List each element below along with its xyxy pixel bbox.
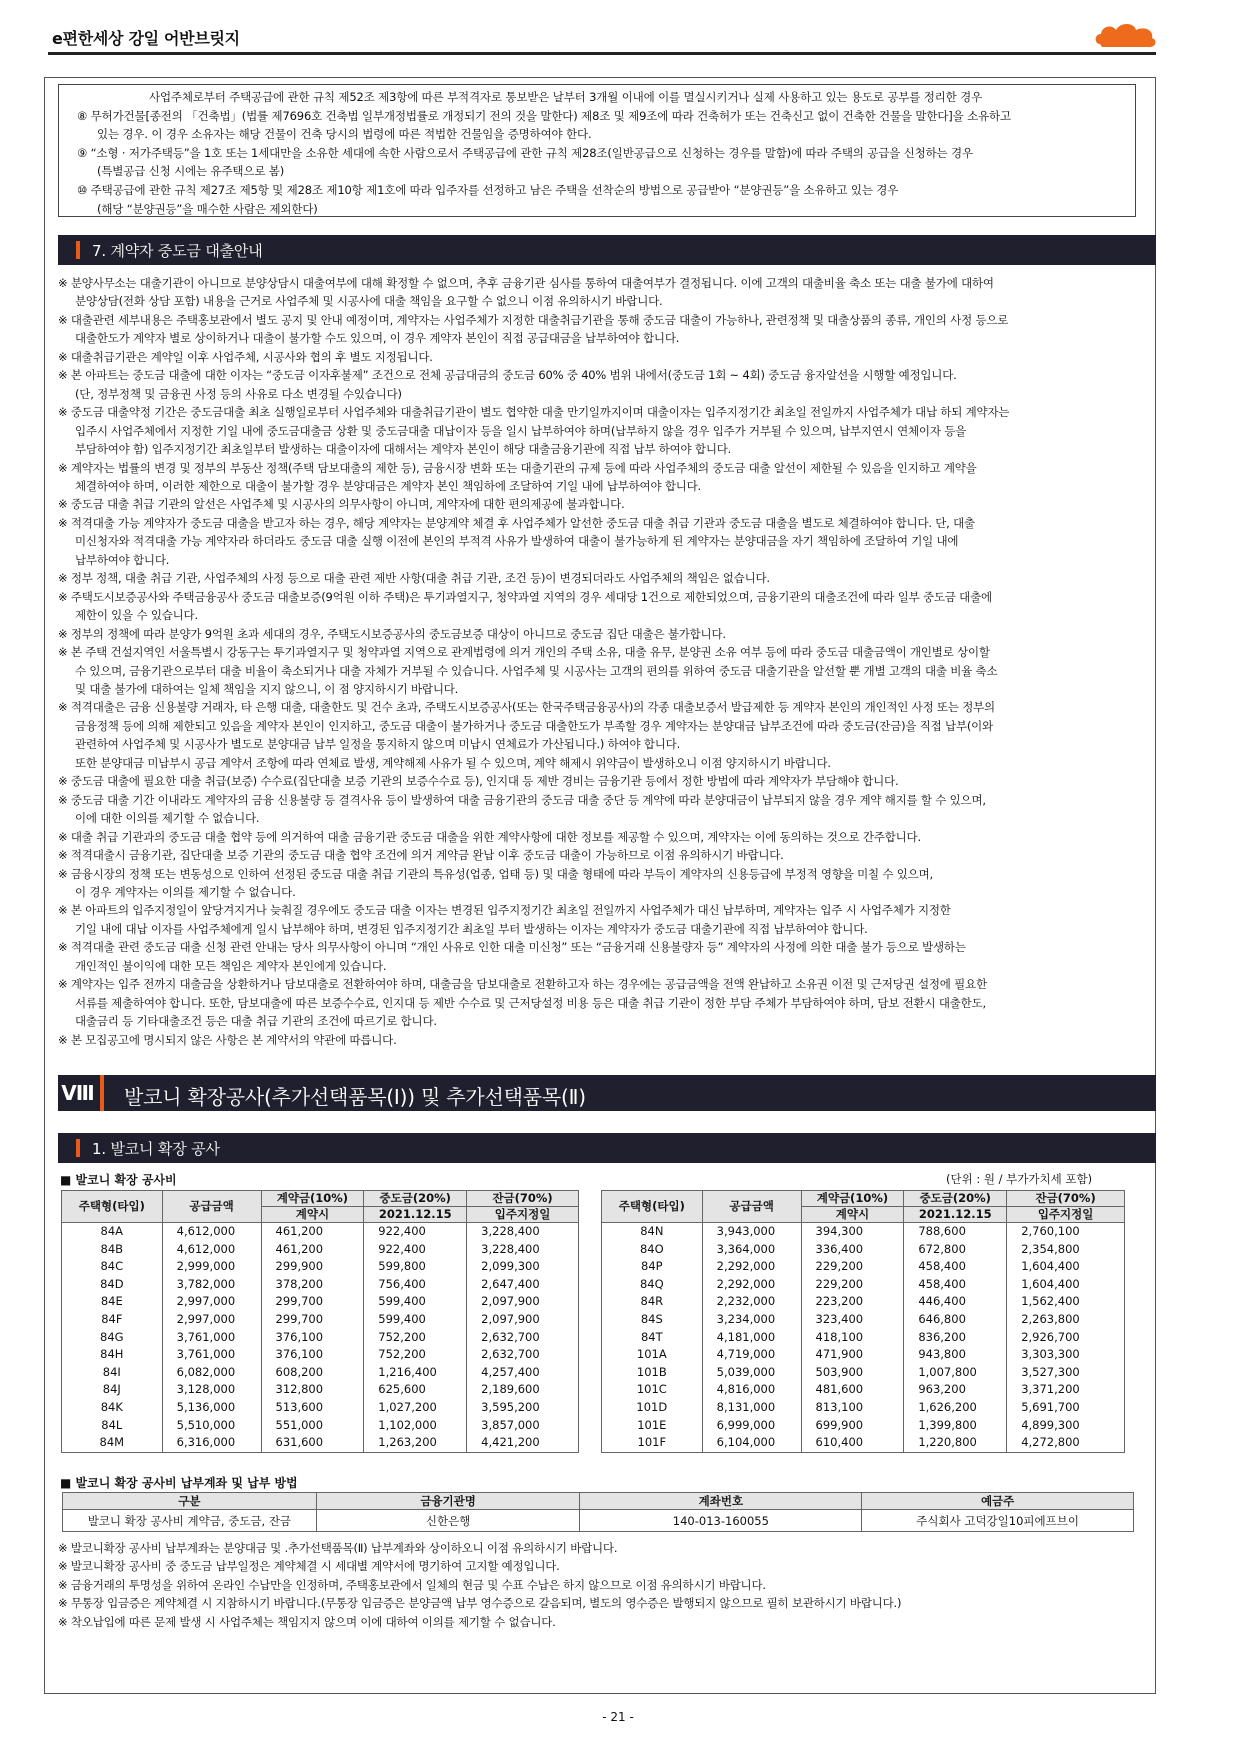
page-number: - 21 - — [602, 1710, 634, 1724]
acct-col-holder: 예금주 — [862, 1493, 1134, 1510]
payment-note-line: ※ 무통장 입금증은 계약체결 시 지참하시기 바랍니다.(무통장 입금증은 분양금액 납부 영수증으로 갈음되며, 별도의 영수증은 발행되지 않으므로 필히 보관하시기 바랍니다.) — [58, 1596, 902, 1611]
amount-cell: 1,216,400 — [364, 1364, 467, 1382]
loan-note-line: ※ 주택도시보증공사와 주택금융공사 중도금 대출보증(9억원 이하 주택)은 투기과열지구, 청약과열 지역의 경우 세대당 1건으로 제한되었으며, 금융기관의 대출조건에 따라 일부 중도금 대출에 — [58, 589, 992, 604]
amount-cell: 3,364,000 — [702, 1241, 801, 1259]
unit-type-cell: 84E — [62, 1293, 163, 1311]
loan-note-line: 이 경우 계약자는 이의를 제기할 수 없습니다. — [75, 884, 296, 899]
balcony-cost-table-left — [61, 1190, 579, 1453]
acct-number: 140-013-160055 — [580, 1510, 862, 1532]
loan-note-line: ※ 중도금 대출에 필요한 대출 취급(보증) 수수료(집단대출 보증 기관의 보증수수료 등), 인지대 등 제반 경비는 금융기관 등에서 정한 방법에 따라 계약자가 부담해야 합니다. — [58, 774, 899, 789]
ineligibility-note-box — [58, 84, 1136, 217]
amount-cell: 5,039,000 — [702, 1364, 801, 1382]
amount-cell: 699,900 — [801, 1417, 904, 1435]
loan-note-line: 기일 내에 대납 이자를 사업주체에게 일시 납부해야 하며, 변경된 입주지정기간 최초일 부터 발생하는 이자는 계약자가 중도금 대출기관에 직접 납부하여야 합니다. — [75, 921, 868, 936]
unit-type-cell: 84N — [602, 1223, 703, 1241]
amount-cell: 3,228,400 — [467, 1223, 579, 1241]
unit-type-cell: 84Q — [602, 1276, 703, 1294]
amount-cell: 963,200 — [904, 1381, 1007, 1399]
amount-cell: 672,800 — [904, 1241, 1007, 1259]
acct-col-account-number: 계좌번호 — [580, 1493, 862, 1510]
col-mid-sub: 2021.12.15 — [904, 1207, 1007, 1223]
amount-cell: 5,691,700 — [1007, 1399, 1125, 1417]
amount-cell: 6,999,000 — [702, 1417, 801, 1435]
loan-note-line: ※ 적격대출 관련 중도금 대출 신청 관련 안내는 당사 의무사항이 아니며 “개인 사유로 인한 대출 미신청” 또는 “금융거래 신용불량자 등” 계약자의 사정에 의한 대출 불가 등으로 발생하는 — [58, 940, 966, 955]
loan-note-line: 또한 분양대금 미납부시 공급 계약서 조항에 따라 연체료 발생, 계약해제 사유가 될 수 있으며, 계약 해제시 위약금이 발생하오니 이점 양지하시기 바랍니다. — [75, 755, 831, 770]
payment-note-line: ※ 발코니확장 공사비 중 중도금 납부일정은 계약체결 시 세대별 계약서에 명기하여 고지할 예정입니다. — [58, 1559, 560, 1574]
amount-cell: 1,562,400 — [1007, 1293, 1125, 1311]
amount-cell: 5,510,000 — [162, 1417, 261, 1435]
chapter-8-header — [58, 1075, 1156, 1111]
note-line: ⑧ 무허가건물[종전의 「건축법」(법률 제7696호 건축법 일부개정법률로 개정되기 전의 것을 말한다) 제8조 및 제9조에 따라 건축허가 또는 건축신고 없이 건축한 건물을 말한다]을 소유하고 — [77, 108, 1011, 123]
col-balance: 잔금(70%) — [1007, 1191, 1125, 1207]
loan-note-line: ※ 정부의 정책에 따라 분양가 9억원 초과 세대의 경우, 주택도시보증공사의 중도금보증 대상이 아니므로 중도금 집단 대출은 불가합니다. — [58, 626, 726, 641]
loan-note-line: 서류를 제출하여야 합니다. 또한, 담보대출에 따른 보증수수료, 인지대 등 제반 수수료 및 근저당설정 비용 등은 대출 취급 기관이 정한 부담 주체가 부담하여야 하며, 담보 전환시 대출한도, — [75, 995, 986, 1010]
amount-cell: 299,900 — [261, 1258, 364, 1276]
amount-cell: 625,600 — [364, 1381, 467, 1399]
acct-col-bank: 금융기관명 — [316, 1493, 580, 1510]
table-row — [602, 1399, 1125, 1417]
table-row — [62, 1241, 579, 1259]
amount-cell: 2,999,000 — [162, 1258, 261, 1276]
table-row — [62, 1434, 579, 1452]
loan-note-line: ※ 대출취급기관은 계약일 이후 사업주체, 시공사와 협의 후 별도 지정됩니다. — [58, 349, 433, 364]
unit-type-cell: 101F — [602, 1434, 703, 1452]
table-row — [602, 1311, 1125, 1329]
amount-cell: 458,400 — [904, 1276, 1007, 1294]
brand-title: e편한세상 강일 어반브릿지 — [52, 29, 240, 48]
amount-cell: 3,228,400 — [467, 1241, 579, 1259]
note-line: (특별공급 신청 시에는 유주택으로 봄) — [97, 164, 285, 179]
unit-type-cell: 84K — [62, 1399, 163, 1417]
amount-cell: 1,027,200 — [364, 1399, 467, 1417]
amount-cell: 3,857,000 — [467, 1417, 579, 1435]
amount-cell: 4,257,400 — [467, 1364, 579, 1382]
amount-cell: 6,316,000 — [162, 1434, 261, 1452]
unit-type-cell: 101A — [602, 1346, 703, 1364]
col-deposit: 계약금(10%) — [261, 1191, 364, 1207]
amount-cell: 1,007,800 — [904, 1364, 1007, 1382]
loan-note-line: ※ 본 모집공고에 명시되지 않은 사항은 본 계약서의 약관에 따릅니다. — [58, 1032, 397, 1047]
amount-cell: 646,800 — [904, 1311, 1007, 1329]
unit-type-cell: 84R — [602, 1293, 703, 1311]
loan-note-line: 대출금리 등 기타대출조건 등은 대출 취급 기관의 조건에 따르기로 합니다. — [75, 1014, 437, 1029]
amount-cell: 481,600 — [801, 1381, 904, 1399]
table-row — [602, 1329, 1125, 1347]
amount-cell: 2,099,300 — [467, 1258, 579, 1276]
amount-cell: 3,595,200 — [467, 1399, 579, 1417]
amount-cell: 2,232,000 — [702, 1293, 801, 1311]
col-type: 주택형(타입) — [62, 1191, 163, 1223]
amount-cell: 418,100 — [801, 1329, 904, 1347]
loan-note-line: ※ 대출관련 세부내용은 주택홍보관에서 별도 공지 및 안내 예정이며, 계약자는 사업주체가 지정한 대출취급기관을 통해 중도금 대출이 가능하나, 관련정책 및 대출상품의 종류, 개인의 사정 등으로 — [58, 312, 1009, 327]
amount-cell: 599,400 — [364, 1293, 467, 1311]
amount-cell: 299,700 — [261, 1311, 364, 1329]
amount-cell: 4,181,000 — [702, 1329, 801, 1347]
unit-type-cell: 84S — [602, 1311, 703, 1329]
amount-cell: 2,097,900 — [467, 1311, 579, 1329]
amount-cell: 1,604,400 — [1007, 1258, 1125, 1276]
amount-cell: 446,400 — [904, 1293, 1007, 1311]
loan-note-line: 금융정책 등에 의해 제한되고 있음을 계약자 본인이 인지하고, 중도금 대출이 불가하거나 중도금 대출한도가 부족할 경우 계약자는 분양대금 납부조건에 따라 중도금(잔금)을 직접 납부(이와 — [75, 718, 993, 733]
amount-cell: 813,100 — [801, 1399, 904, 1417]
note-line: ⑩ 주택공급에 관한 규칙 제27조 제5항 및 제28조 제10항 제1호에 따라 입주자를 선정하고 남은 주택을 선착순의 방법으로 공급받아 “분양권등”을 소유하고 있는 경우 — [77, 182, 899, 197]
note-line: (해당 “분양권등”을 매수한 사람은 제외한다) — [97, 201, 318, 216]
amount-cell: 2,292,000 — [702, 1276, 801, 1294]
amount-cell: 461,200 — [261, 1241, 364, 1259]
amount-cell: 4,899,300 — [1007, 1417, 1125, 1435]
acct-category: 발코니 확장 공사비 계약금, 중도금, 잔금 — [63, 1510, 317, 1532]
loan-note-line: 관련하여 사업주체 및 시공사가 별도로 분양대금 납부 일정을 통지하지 않으며 미납시 연체료가 가산됩니다.) 하여야 합니다. — [75, 737, 681, 752]
account-table-heading: ■ 발코니 확장 공사비 납부계좌 및 납부 방법 — [60, 1476, 298, 1490]
amount-cell: 378,200 — [261, 1276, 364, 1294]
amount-cell: 458,400 — [904, 1258, 1007, 1276]
loan-note-line: ※ 중도금 대출 취급 기관의 알선은 사업주체 및 시공사의 의무사항이 아니며, 계약자에 대한 편의제공에 불과합니다. — [58, 497, 625, 512]
loan-note-line: ※ 중도금 대출약정 기간은 중도금대출 최초 실행일로부터 사업주체와 대출취급기관이 별도 협약한 대출 만기일까지이며 대출이자는 입주지정기간 최초일 전일까지 사업주체가 대납 하되 계약자는 — [58, 405, 1010, 420]
table-row — [62, 1293, 579, 1311]
amount-cell: 1,399,800 — [904, 1417, 1007, 1435]
amount-cell: 4,612,000 — [162, 1223, 261, 1241]
unit-type-cell: 84C — [62, 1258, 163, 1276]
unit-type-cell: 101C — [602, 1381, 703, 1399]
note-line: ⑨ “소형 · 저가주택등”을 1호 또는 1세대만을 소유한 세대에 속한 사람으로서 주택공급에 관한 규칙 제28조(일반공급으로 신청하는 경우를 말함)에 따라 주택의 공급을 신청하는 경우 — [77, 145, 973, 160]
table-row — [602, 1241, 1125, 1259]
amount-cell: 471,900 — [801, 1346, 904, 1364]
unit-type-cell: 84L — [62, 1417, 163, 1435]
unit-type-cell: 101D — [602, 1399, 703, 1417]
amount-cell: 6,104,000 — [702, 1434, 801, 1452]
amount-cell: 2,997,000 — [162, 1311, 261, 1329]
loan-note-line: ※ 금융시장의 정책 또는 변동성으로 인하여 선정된 중도금 대출 취급 기관의 특유성(업종, 업태 등) 및 대출 형태에 따라 부득이 계약자의 신용등급에 부정적 영향을 미칠 수 있으며, — [58, 866, 933, 881]
col-type: 주택형(타입) — [602, 1191, 703, 1223]
amount-cell: 756,400 — [364, 1276, 467, 1294]
loan-note-line: 수 있으며, 금융기관으로부터 대출 비율이 축소되거나 대출 자체가 거부될 수 있습니다. 사업주체 및 시공사는 고객의 편의를 위하여 중도금 대출기관을 알선할 뿐 개별 고객의 대출 비율 축소 — [75, 663, 998, 678]
amount-cell: 922,400 — [364, 1223, 467, 1241]
amount-cell: 323,400 — [801, 1311, 904, 1329]
unit-type-cell: 101B — [602, 1364, 703, 1382]
amount-cell: 922,400 — [364, 1241, 467, 1259]
col-supply: 공급금액 — [162, 1191, 261, 1223]
amount-cell: 336,400 — [801, 1241, 904, 1259]
col-deposit-sub: 계약시 — [261, 1207, 364, 1223]
table-row — [62, 1399, 579, 1417]
chapter-separator — [100, 1075, 104, 1111]
section-marker — [76, 1139, 80, 1157]
loan-note-line: 입주시 사업주체에서 지정한 기일 내에 중도금대출금 상환 및 중도금대출 대납이자 등을 일시 납부하여야 하며(납부하지 않을 경우 입주가 거부될 수 있으며, 납부지연시 연체이자 등을 — [75, 423, 967, 438]
col-balance-sub: 입주지정일 — [467, 1207, 579, 1223]
amount-cell: 376,100 — [261, 1346, 364, 1364]
amount-cell: 3,761,000 — [162, 1346, 261, 1364]
amount-cell: 631,600 — [261, 1434, 364, 1452]
unit-type-cell: 84O — [602, 1241, 703, 1259]
col-deposit-sub: 계약시 — [801, 1207, 904, 1223]
loan-note-line: ※ 본 주택 건설지역인 서울특별시 강동구는 투기과열지구 및 청약과열 지역으로 관계법령에 의거 개인의 주택 소유, 대출 유무, 분양권 소유 여부 등에 따라 중도금 대출금액이 개인별로 상이할 — [58, 645, 990, 660]
unit-type-cell: 84P — [602, 1258, 703, 1276]
note-line: 있는 경우. 이 경우 소유자는 해당 건물이 건축 당시의 법령에 따른 적법한 건물임을 증명하여야 한다. — [97, 127, 592, 142]
note-line: 사업주체로부터 주택공급에 관한 규칙 제52조 제3항에 따른 부적격자로 통보받은 날부터 3개월 이내에 이를 멸실시키거나 실제 사용하고 있는 용도로 공부를 정리한 경우 — [149, 90, 983, 104]
amount-cell: 608,200 — [261, 1364, 364, 1382]
loan-note-line: ※ 분양사무소는 대출기관이 아니므로 분양상담시 대출여부에 대해 확정할 수 없으며, 추후 금융기관 심사를 통하여 대출여부가 결정됩니다. 이에 고객의 대출비율 축소 또는 대출 불가에 대하여 — [58, 276, 994, 290]
acct-col-category: 구분 — [63, 1493, 317, 1510]
amount-cell: 2,997,000 — [162, 1293, 261, 1311]
amount-cell: 599,800 — [364, 1258, 467, 1276]
amount-cell: 3,761,000 — [162, 1329, 261, 1347]
table-row — [602, 1293, 1125, 1311]
cost-table-heading: ■ 발코니 확장 공사비 — [60, 1173, 177, 1187]
table-row — [602, 1381, 1125, 1399]
table-row — [602, 1364, 1125, 1382]
amount-cell: 3,303,300 — [1007, 1346, 1125, 1364]
section-7-title: 7. 계약자 중도금 대출안내 — [92, 242, 263, 260]
loan-note-line: 분양상담(전화 상담 포함) 내용을 근거로 사업주체 및 시공사에 대출 책임을 요구할 수 없으니 이점 유의하시기 바랍니다. — [75, 294, 663, 309]
loan-note-line: ※ 정부 정책, 대출 취급 기관, 사업주체의 사정 등으로 대출 관련 제반 사항(대출 취급 기관, 조건 등)이 변경되더라도 사업주체의 책임은 없습니다. — [58, 571, 770, 586]
loan-note-line: (단, 정부정책 및 금융권 사정 등의 사유로 다소 변경될 수있습니다) — [75, 386, 402, 401]
loan-note-line: ※ 적격대출은 금융 신용불량 거래자, 타 은행 대출, 대출한도 및 건수 초과, 주택도시보증공사(또는 한국주택금융공사)의 각종 대출보증서 발급제한 등 계약자 본인의 개인적인 사정 또는 정부의 — [58, 700, 995, 715]
table-row — [62, 1329, 579, 1347]
payment-note-line: ※ 발코니확장 공사비 납부계좌는 분양대금 및 .추가선택품목(Ⅱ) 납부계좌와 상이하오니 이점 유의하시기 바랍니다. — [58, 1541, 618, 1555]
unit-type-cell: 84M — [62, 1434, 163, 1452]
col-balance-sub: 입주지정일 — [1007, 1207, 1125, 1223]
loan-note-line: ※ 계약자는 법률의 변경 및 정부의 부동산 정책(주택 담보대출의 제한 등), 금융시장 변화 또는 대출기관의 규제 등에 따라 사업주체의 중도금 대출 알선이 제한될 수 있음을 인지하고 계약을 — [58, 460, 977, 475]
chapter-number: Ⅷ — [61, 1081, 95, 1105]
unit-note: (단위 : 원 / 부가가치세 포함) — [946, 1172, 1093, 1186]
col-balance: 잔금(70%) — [467, 1191, 579, 1207]
section-marker — [76, 241, 80, 259]
amount-cell: 4,719,000 — [702, 1346, 801, 1364]
payment-account-table — [62, 1492, 1134, 1532]
table-row — [62, 1417, 579, 1435]
amount-cell: 6,082,000 — [162, 1364, 261, 1382]
amount-cell: 1,220,800 — [904, 1434, 1007, 1452]
col-supply: 공급금액 — [702, 1191, 801, 1223]
amount-cell: 2,097,900 — [467, 1293, 579, 1311]
loan-note-line: 부담하여야 함) 입주지정기간 최초일부터 발생하는 대출이자에 대해서는 계약자 본인이 해당 대출금융기관에 직접 납부 하여야 합니다. — [75, 442, 732, 457]
acct-holder: 주식회사 고덕강일10피에프브이 — [862, 1510, 1134, 1532]
amount-cell: 2,292,000 — [702, 1258, 801, 1276]
amount-cell: 1,263,200 — [364, 1434, 467, 1452]
table-row — [62, 1381, 579, 1399]
loan-notes — [58, 274, 1142, 1049]
amount-cell: 3,234,000 — [702, 1311, 801, 1329]
loan-note-line: 이에 대한 이의를 제기할 수 없습니다. — [75, 811, 260, 826]
amount-cell: 223,200 — [801, 1293, 904, 1311]
amount-cell: 3,527,300 — [1007, 1364, 1125, 1382]
loan-note-line: ※ 본 아파트는 중도금 대출에 대한 이자는 “중도금 이자후불제” 조건으로 전체 공급대금의 중도금 60% 중 40% 범위 내에서(중도금 1회 ~ 4회) 중도금 융자알선을 시행할 예정입니다. — [58, 368, 957, 383]
amount-cell: 3,128,000 — [162, 1381, 261, 1399]
amount-cell: 1,604,400 — [1007, 1276, 1125, 1294]
amount-cell: 4,421,200 — [467, 1434, 579, 1452]
amount-cell: 8,131,000 — [702, 1399, 801, 1417]
amount-cell: 513,600 — [261, 1399, 364, 1417]
loan-note-line: 제한이 있을 수 있습니다. — [75, 608, 198, 623]
amount-cell: 299,700 — [261, 1293, 364, 1311]
unit-type-cell: 84A — [62, 1223, 163, 1241]
section-8-1-header — [58, 1133, 1156, 1163]
loan-note-line: ※ 중도금 대출 기간 이내라도 계약자의 금융 신용불량 등 결격사유 등이 발생하여 대출 금융기관의 중도금 대출 중단 등 계약에 따라 분양대금이 납부되지 않을 경우 계약 해지를 할 수 있으며, — [58, 792, 986, 807]
header-rule — [48, 52, 1156, 55]
section-8-1-title: 1. 발코니 확장 공사 — [92, 1140, 220, 1158]
unit-type-cell: 101E — [602, 1417, 703, 1435]
table-row — [62, 1258, 579, 1276]
acct-bank: 신한은행 — [316, 1510, 580, 1532]
amount-cell: 4,612,000 — [162, 1241, 261, 1259]
col-mid: 중도금(20%) — [364, 1191, 467, 1207]
table-row — [602, 1346, 1125, 1364]
amount-cell: 752,200 — [364, 1329, 467, 1347]
amount-cell: 1,626,200 — [904, 1399, 1007, 1417]
page-header — [0, 0, 1236, 62]
table-row — [62, 1364, 579, 1382]
amount-cell: 229,200 — [801, 1258, 904, 1276]
table-row — [62, 1223, 579, 1241]
table-row — [62, 1276, 579, 1294]
amount-cell: 2,263,800 — [1007, 1311, 1125, 1329]
amount-cell: 788,600 — [904, 1223, 1007, 1241]
payment-notes — [58, 1539, 1142, 1631]
unit-type-cell: 84I — [62, 1364, 163, 1382]
payment-note-line: ※ 금융거래의 투명성을 위하여 온라인 수납만을 인정하며, 주택홍보관에서 일체의 현금 및 수표 수납은 하지 않으므로 이점 유의하시기 바랍니다. — [58, 1577, 766, 1592]
amount-cell: 229,200 — [801, 1276, 904, 1294]
loan-note-line: 체결하여야 하며, 이러한 제한으로 대출이 불가할 경우 분양대금은 계약자 본인 책임하에 조달하여 기일 내에 납부하여야 합니다. — [75, 478, 702, 493]
amount-cell: 3,371,200 — [1007, 1381, 1125, 1399]
unit-type-cell: 84H — [62, 1346, 163, 1364]
loan-note-line: 개인적인 불이익에 대한 모든 책임은 계약자 본인에게 있습니다. — [75, 958, 387, 973]
amount-cell: 2,354,800 — [1007, 1241, 1125, 1259]
amount-cell: 752,200 — [364, 1346, 467, 1364]
loan-note-line: 납부하여야 합니다. — [75, 552, 170, 567]
table-row — [602, 1223, 1125, 1241]
amount-cell: 2,760,100 — [1007, 1223, 1125, 1241]
payment-note-line: ※ 착오납입에 따른 문제 발생 시 사업주체는 책임지지 않으며 이에 대하여 이의를 제기할 수 없습니다. — [58, 1614, 556, 1629]
amount-cell: 5,136,000 — [162, 1399, 261, 1417]
loan-note-line: ※ 계약자는 입주 전까지 대출금을 상환하거나 담보대출로 전환하여야 하며, 대출금을 담보대출로 전환하고자 하는 경우에는 공급금액을 전액 완납하고 소유권 이전 및 근저당권 설정에 필요한 — [58, 977, 987, 992]
loan-note-line: 및 대출 불가에 대하여는 일체 책임을 지지 않으니, 이 점 양지하시기 바랍니다. — [75, 681, 459, 696]
amount-cell: 2,189,600 — [467, 1381, 579, 1399]
amount-cell: 551,000 — [261, 1417, 364, 1435]
table-row — [63, 1510, 1134, 1532]
loan-note-line: ※ 본 아파트의 입주지정일이 앞당겨지거나 늦춰질 경우에도 중도금 대출 이자는 변경된 입주지정기간 최초일 전일까지 사업주체가 대신 납부하며, 계약자는 입주 시 사업주체가 지정한 — [58, 903, 951, 918]
amount-cell: 2,632,700 — [467, 1329, 579, 1347]
table-row — [62, 1311, 579, 1329]
unit-type-cell: 84F — [62, 1311, 163, 1329]
table-row — [602, 1258, 1125, 1276]
loan-note-line: 미신청자와 적격대출 가능 계약자라 하더라도 중도금 대출 실행 이전에 본인의 부적격 사유가 발생하여 대출이 불가능하게 된 계약자는 분양대금을 자기 책임하에 조달하여 기일 내에 — [75, 534, 959, 549]
table-row — [602, 1276, 1125, 1294]
unit-type-cell: 84B — [62, 1241, 163, 1259]
table-row — [602, 1417, 1125, 1435]
amount-cell: 2,632,700 — [467, 1346, 579, 1364]
col-deposit: 계약금(10%) — [801, 1191, 904, 1207]
amount-cell: 4,816,000 — [702, 1381, 801, 1399]
col-mid-sub: 2021.12.15 — [364, 1207, 467, 1223]
table-row — [62, 1346, 579, 1364]
amount-cell: 4,272,800 — [1007, 1434, 1125, 1452]
amount-cell: 503,900 — [801, 1364, 904, 1382]
unit-type-cell: 84D — [62, 1276, 163, 1294]
amount-cell: 836,200 — [904, 1329, 1007, 1347]
unit-type-cell: 84G — [62, 1329, 163, 1347]
loan-note-line: ※ 적격대출시 금융기관, 집단대출 보증 기관의 중도금 대출 협약 조건에 의거 계약금 완납 이후 중도금 대출이 가능하므로 이점 유의하시기 바랍니다. — [58, 848, 784, 863]
amount-cell: 2,647,400 — [467, 1276, 579, 1294]
amount-cell: 461,200 — [261, 1223, 364, 1241]
balcony-cost-table-right — [601, 1190, 1125, 1453]
amount-cell: 943,800 — [904, 1346, 1007, 1364]
loan-note-line: ※ 대출 취급 기관과의 중도금 대출 협약 등에 의거하여 대출 금융기관 중도금 대출을 위한 계약사항에 대한 정보를 제공할 수 있으며, 계약자는 이에 동의하는 것으로 간주합니다. — [58, 829, 921, 844]
section-7-header — [58, 235, 1156, 265]
unit-type-cell: 84J — [62, 1381, 163, 1399]
amount-cell: 599,400 — [364, 1311, 467, 1329]
loan-note-line: 대출한도가 계약자 별로 상이하거나 대출이 불가할 수도 있으며, 이 경우 계약자 본인이 직접 공급대금을 납부하여야 합니다. — [75, 331, 680, 346]
table-row — [602, 1434, 1125, 1452]
chapter-8-title: 발코니 확장공사(추가선택품목(Ⅰ)) 및 추가선택품목(Ⅱ) — [124, 1085, 586, 1109]
unit-type-cell: 84T — [602, 1329, 703, 1347]
amount-cell: 2,926,700 — [1007, 1329, 1125, 1347]
brand-logo-icon — [1094, 20, 1158, 50]
amount-cell: 376,100 — [261, 1329, 364, 1347]
amount-cell: 1,102,000 — [364, 1417, 467, 1435]
amount-cell: 312,800 — [261, 1381, 364, 1399]
amount-cell: 610,400 — [801, 1434, 904, 1452]
col-mid: 중도금(20%) — [904, 1191, 1007, 1207]
amount-cell: 3,943,000 — [702, 1223, 801, 1241]
amount-cell: 3,782,000 — [162, 1276, 261, 1294]
loan-note-line: ※ 적격대출 가능 계약자가 중도금 대출을 받고자 하는 경우, 해당 계약자는 분양계약 체결 후 사업주체가 알선한 중도금 대출 취급 기관과 중도금 대출을 별도로 체결하여야 합니다. 단, 대출 — [58, 515, 975, 530]
amount-cell: 394,300 — [801, 1223, 904, 1241]
